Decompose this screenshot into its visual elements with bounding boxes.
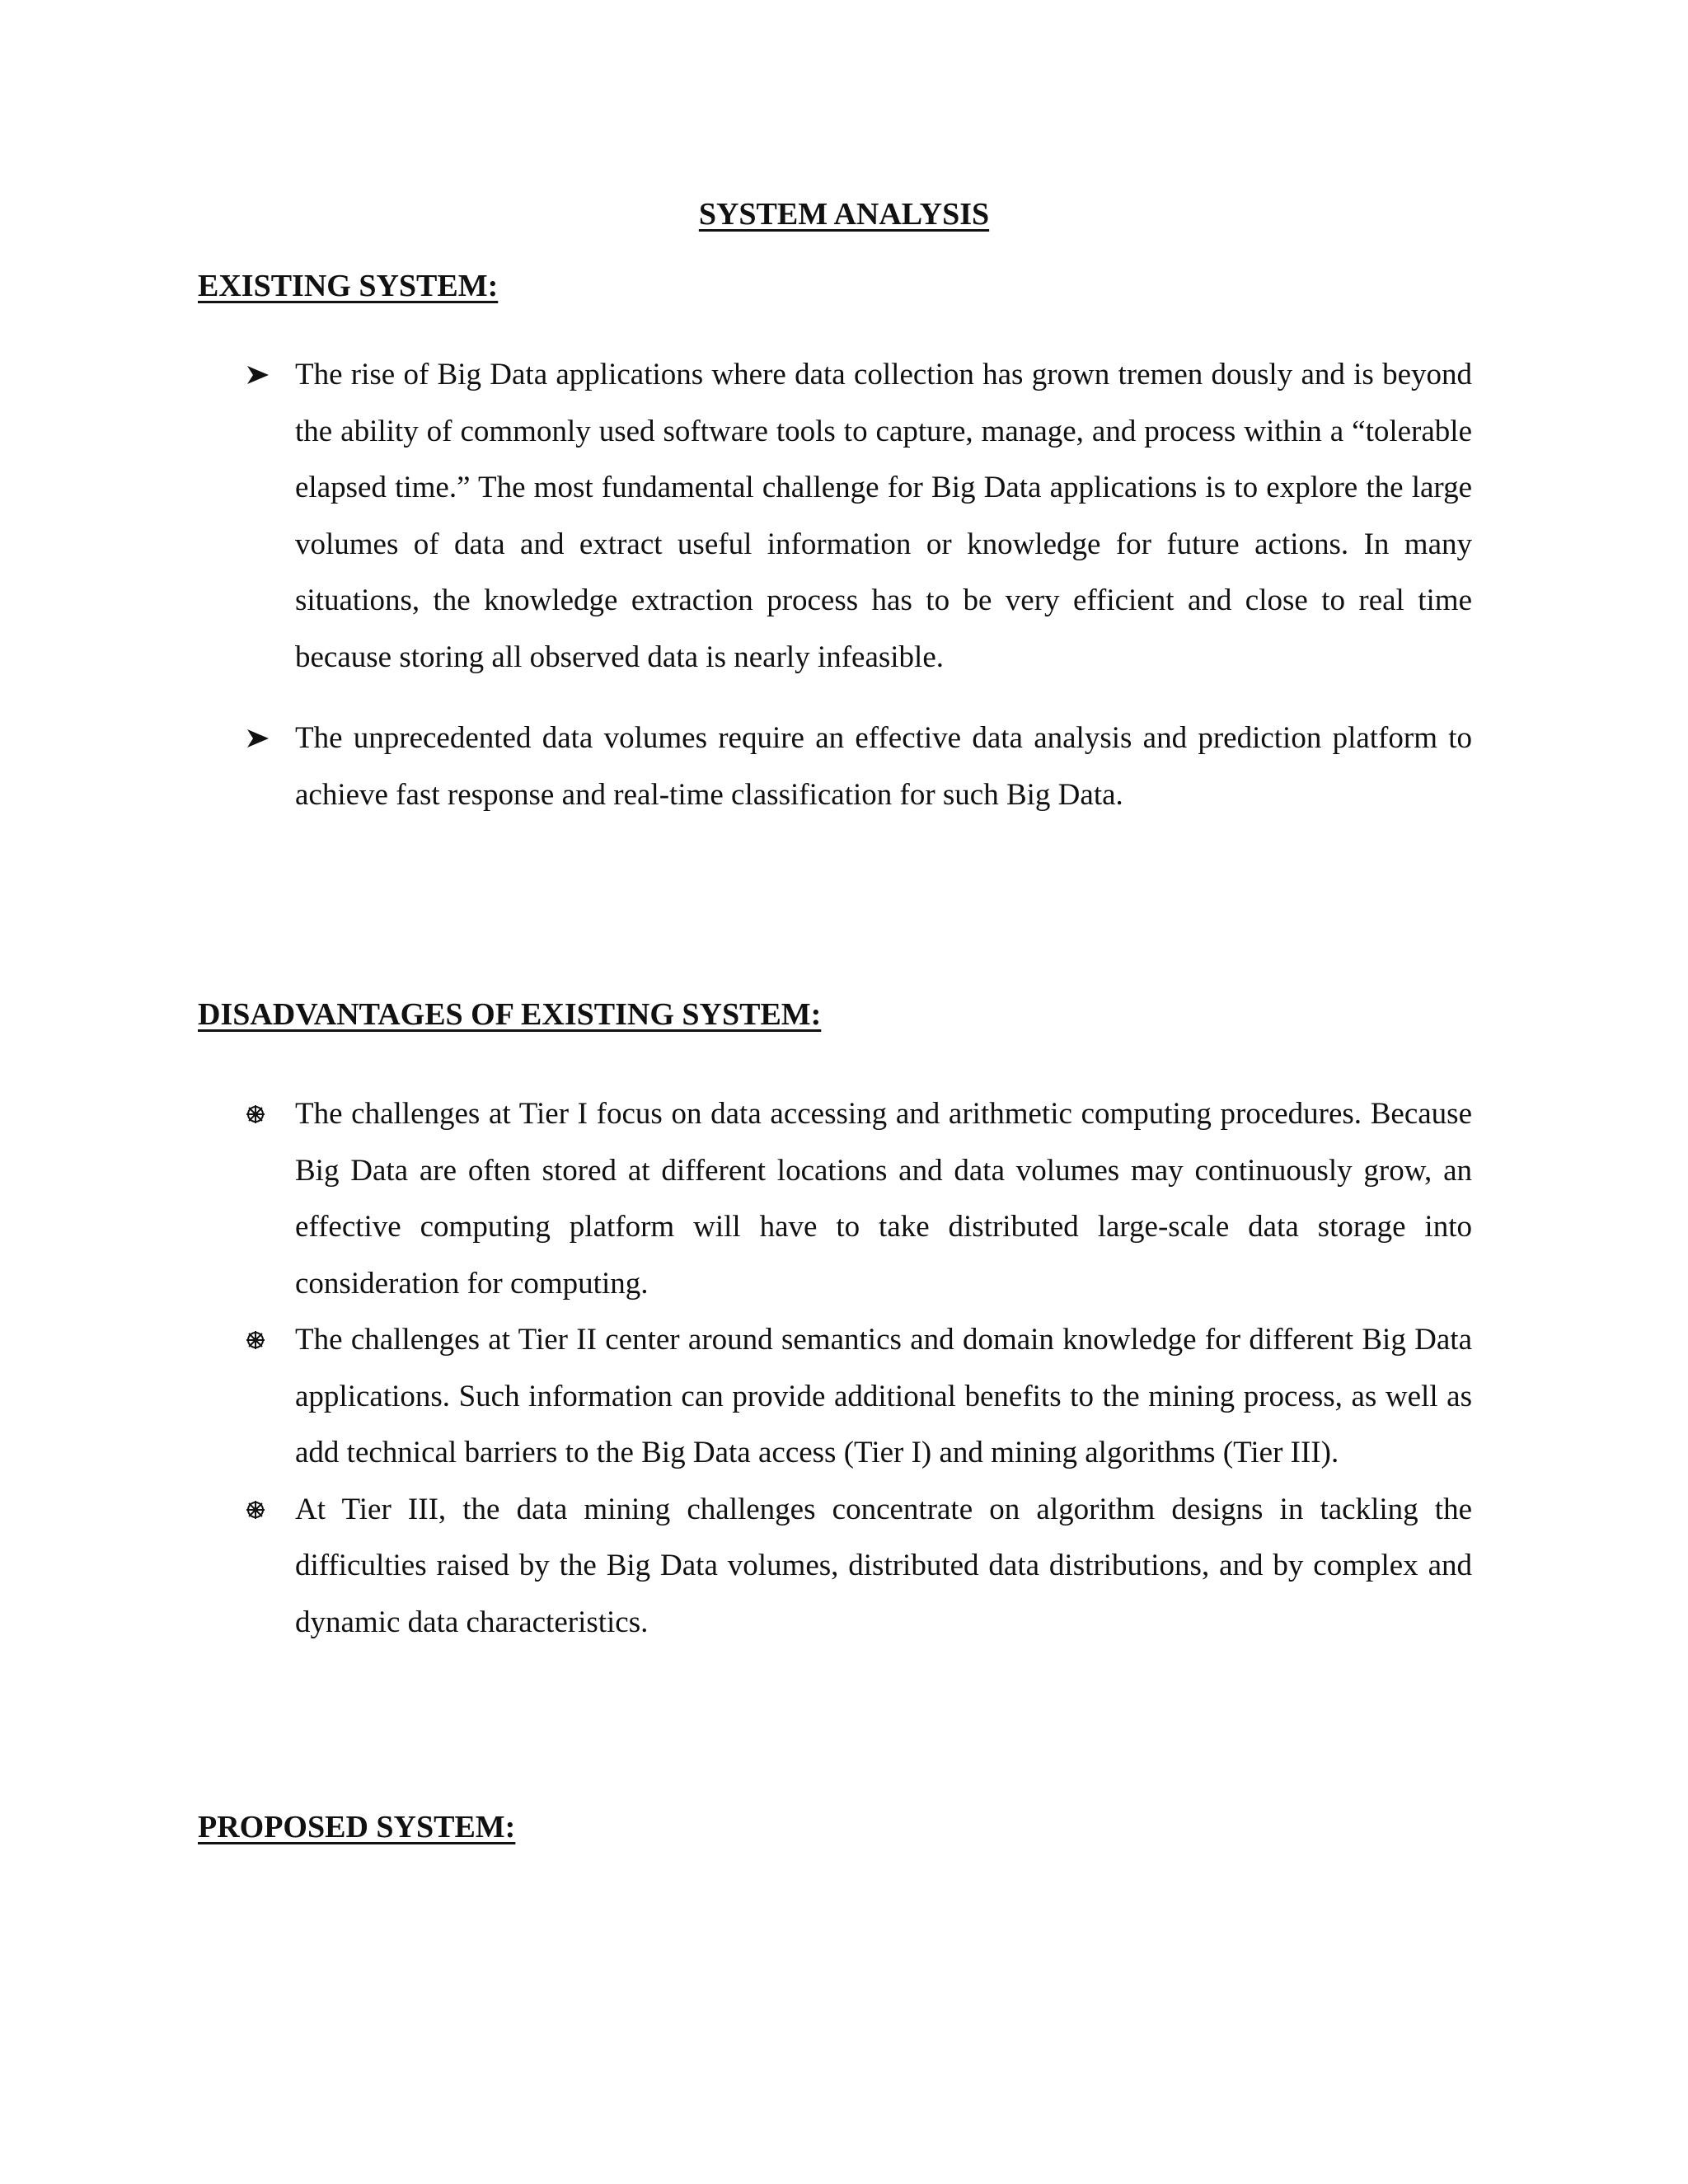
wheel-bullet-icon [246, 1086, 279, 1142]
disadvantage-item [198, 1312, 1472, 1482]
disadvantage-item [198, 1482, 1472, 1652]
proposed-system-heading: PROPOSED SYSTEM: [198, 1810, 516, 1844]
disadvantages-heading: DISADVANTAGES OF EXISTING SYSTEM: [198, 997, 822, 1032]
existing-system-item [198, 710, 1472, 823]
existing-system-item-text: The unprecedented data volumes require an effective data analysis and prediction platform to achieve fast response and real-time classification for such Big Data. [295, 721, 1472, 812]
disadvantage-item-text: The challenges at Tier II center around semantics and domain knowledge for different Big Data applications. Such information can provide additional benefits to the mining process, as well as add technical barriers to the Big Data access (Tier I) and mining algorithms (Tier III). [295, 1323, 1472, 1469]
disadvantage-item-text: At Tier III, the data mining challenges concentrate on algorithm designs in tackling the difficulties raised by the Big Data volumes, distributed data distributions, and by complex and dynamic data characteristics. [295, 1492, 1472, 1639]
page-title: SYSTEM ANALYSIS [698, 197, 990, 232]
arrowhead-bullet-icon [246, 710, 279, 766]
disadvantages-list [198, 1086, 1472, 1651]
existing-system-item-text: The rise of Big Data applications where data collection has grown tremen dously and is beyond the ability of commonly used software tools to capture, manage, and process within a “tolerable elapsed time.” The most fundamental challenge for Big Data applications is to explore the large volumes of data and extract useful information or knowledge for future actions. In many situations, the knowledge extraction process has to be very efficient and close to real time because storing all observed data is nearly infeasible. [295, 358, 1472, 674]
existing-system-item [198, 347, 1472, 686]
wheel-bullet-icon [246, 1482, 279, 1538]
wheel-bullet-icon [246, 1312, 279, 1368]
arrowhead-bullet-icon [246, 347, 279, 403]
disadvantage-item [198, 1086, 1472, 1312]
existing-system-list [198, 347, 1472, 823]
existing-system-heading: EXISTING SYSTEM: [198, 269, 499, 303]
disadvantage-item-text: The challenges at Tier I focus on data accessing and arithmetic computing procedures. Because Big Data are often stored at different locations and data volumes may continuously grow, an effective computing platform will have to take distributed large-scale data storage into consideration for computing. [295, 1097, 1472, 1301]
